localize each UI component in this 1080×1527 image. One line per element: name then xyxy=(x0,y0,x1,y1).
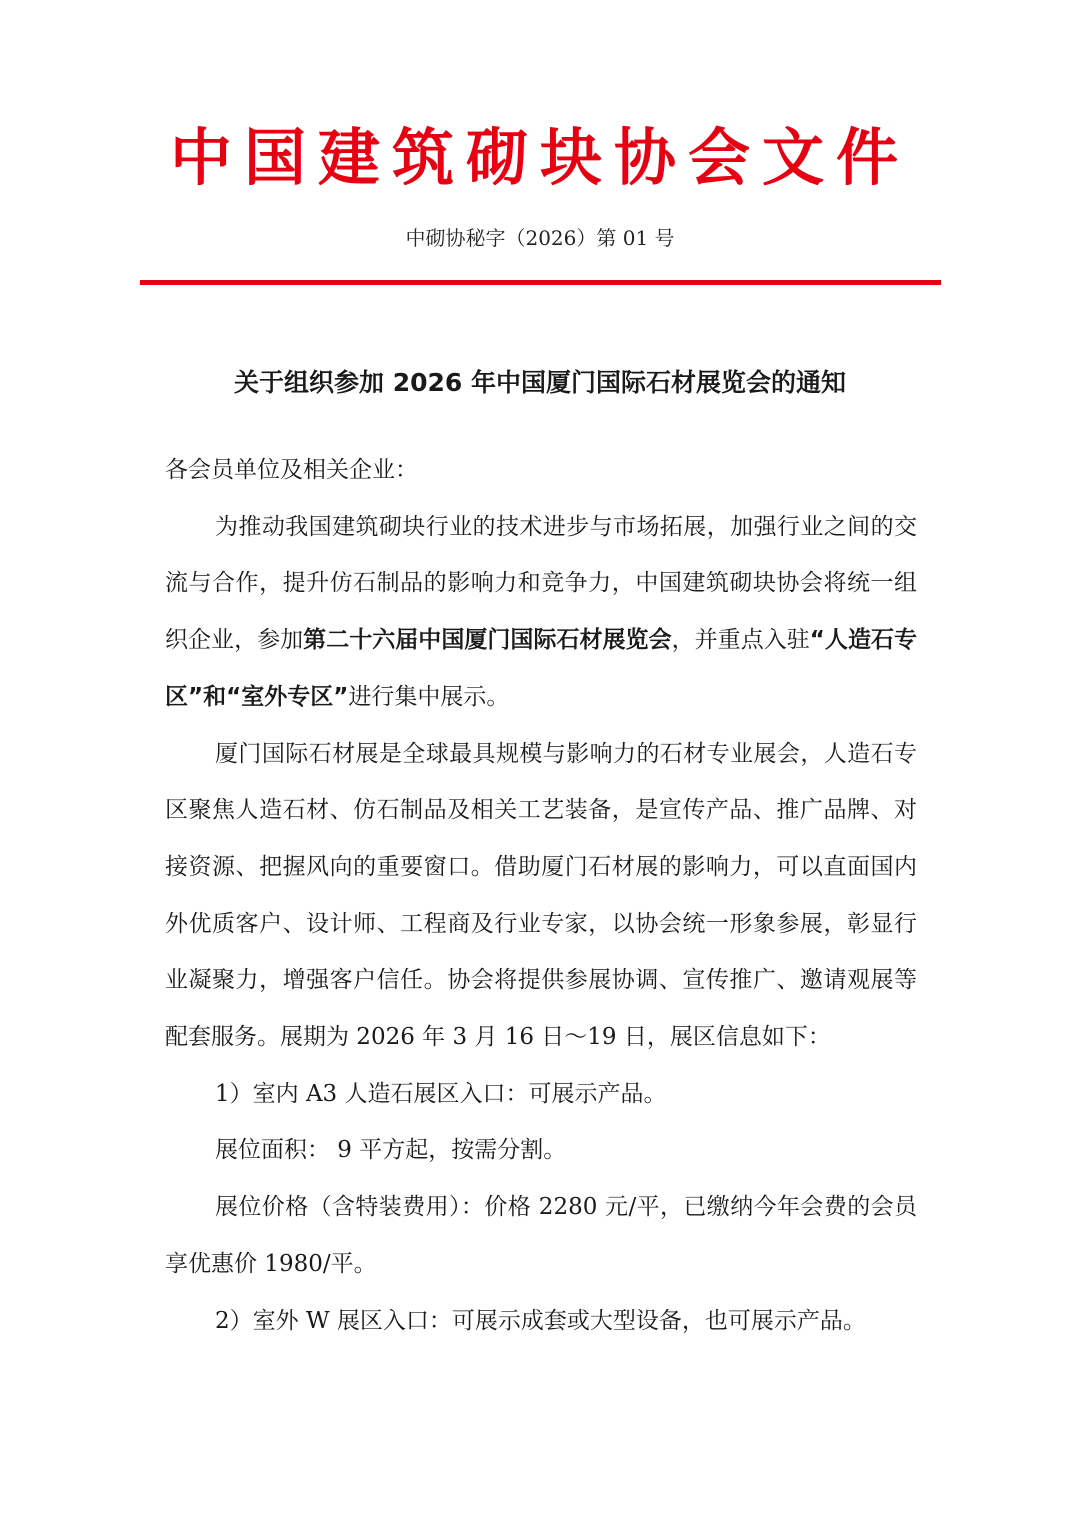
booth-area: 展位面积： 9 平方起，按需分割。 xyxy=(215,1137,567,1164)
paragraph-intro-text: ，并重点入驻 xyxy=(671,627,810,654)
paragraph-exhibition-info: 厦门国际石材展是全球最具规模与影响力的石材专业展会，人造石专区聚焦人造石材、仿石制品及相关工艺装备，是宣传产品、推广品牌、对接资源、把握风向的重要窗口。借助厦门石材展的影响力，可以直面国内外优质客户、设计师、工程商及行业专家，以协会统一形象参展，彰显行业凝聚力，增强客户信任。协会将提供参展协调、宣传推广、邀请观展等配套服务。展期为 2026 年 3 月 16 日～19 日，展区信息如下： xyxy=(165,740,917,1051)
red-divider-rule xyxy=(140,280,941,285)
zone-outdoor: “室外专区” xyxy=(226,683,349,710)
document-number: 中砌协秘字（2026）第 01 号 xyxy=(405,226,675,250)
booth-price: 展位价格（含特装费用）：价格 2280 元/平，已缴纳今年会费的会员享优惠价 1980/平。 xyxy=(165,1194,917,1277)
list-item-indoor-zone: 1）室内 A3 人造石展区入口：可展示产品。 xyxy=(215,1080,667,1107)
paragraph-intro-text: 进行集中展示。 xyxy=(348,683,510,710)
notice-title: 关于组织参加 2026 年中国厦门国际石材展览会的通知 xyxy=(234,368,846,397)
exhibition-name: 第二十六届中国厦门国际石材展览会 xyxy=(303,627,672,654)
paragraph-intro-text: 为推动我国建筑砌块行业的技术进步与市场拓展，加强行业之间的交流与合作，提升仿石制品的影响力和竞争力，中国建筑砌块协会将统一组织企业，参加 xyxy=(165,513,917,654)
salutation: 各会员单位及相关企业： xyxy=(165,457,418,483)
paragraph-intro xyxy=(165,499,917,726)
org-document-header: 中国建筑砌块协会文件 xyxy=(169,121,910,194)
notice-body xyxy=(165,442,917,1349)
zone-artificial-stone: “人造石专区” xyxy=(165,627,918,710)
paragraph-intro-conjunction: 和 xyxy=(203,683,227,710)
list-item-outdoor-zone: 2）室外 W 展区入口：可展示成套或大型设备，也可展示产品。 xyxy=(215,1307,866,1334)
